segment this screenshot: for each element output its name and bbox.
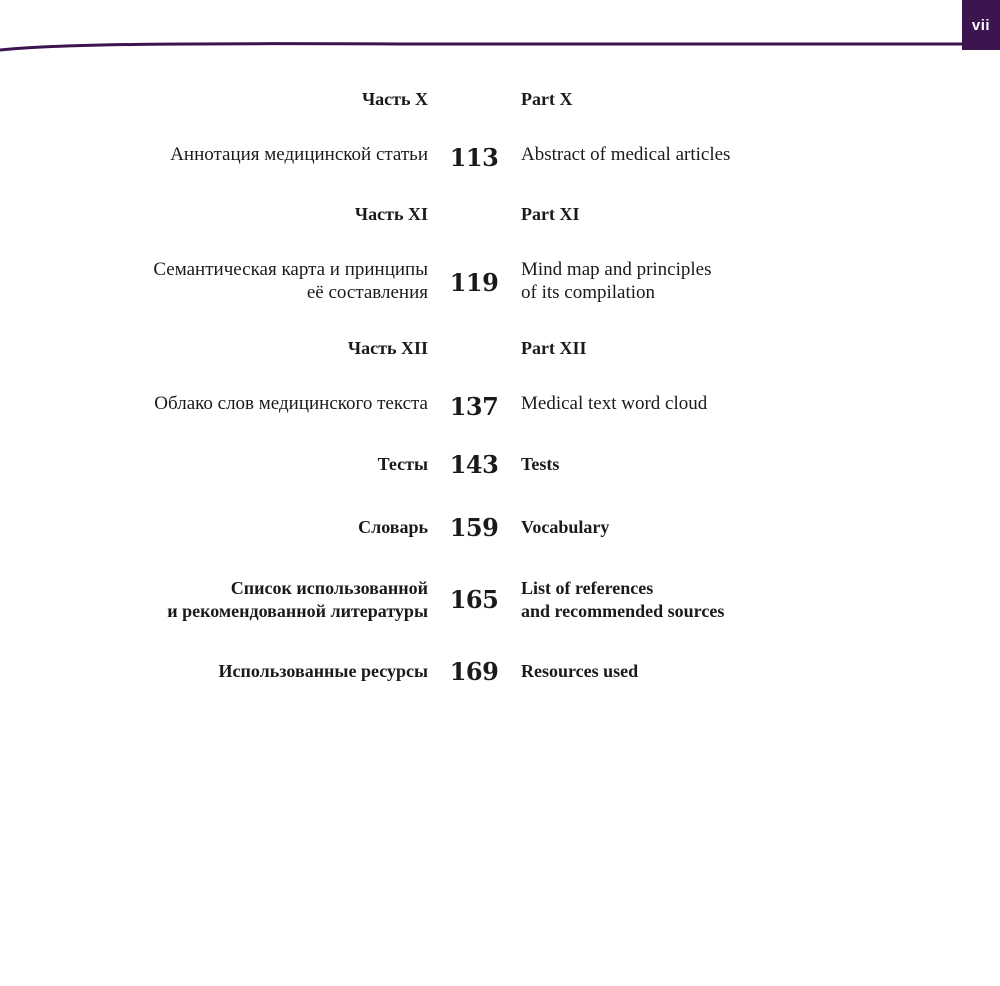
toc-page-number: 137 xyxy=(449,392,499,421)
toc-title-ru: Использованные ресурсы xyxy=(218,661,428,681)
toc-page-number: 143 xyxy=(449,450,499,479)
toc-title-en: Mind map and principles of its compilation xyxy=(521,259,712,303)
toc-page-number: 165 xyxy=(449,585,499,614)
toc-title-en: Part X xyxy=(521,89,573,109)
toc-title-en: Part XII xyxy=(521,338,587,358)
toc-title-ru: Часть X xyxy=(361,89,428,109)
toc-page-number: 169 xyxy=(449,657,499,686)
page-number: vii xyxy=(971,16,991,34)
toc-title-ru: Тесты xyxy=(377,454,428,474)
toc-title-ru: Облако слов медицинского текста xyxy=(154,393,428,414)
toc-title-en: List of references and recommended sources xyxy=(521,578,725,621)
toc-title-en: Abstract of medical articles xyxy=(521,144,731,165)
toc-title-ru: Аннотация медицинской статьи xyxy=(170,144,428,165)
page-number-tab xyxy=(962,0,1000,50)
toc-page-number: 159 xyxy=(449,513,499,542)
toc-title-en: Resources used xyxy=(521,661,639,681)
toc-title-ru: Словарь xyxy=(358,517,428,537)
toc-title-en: Medical text word cloud xyxy=(521,393,708,414)
toc-title-en: Vocabulary xyxy=(521,517,610,537)
toc-page-number: 113 xyxy=(449,143,499,172)
header-rule xyxy=(0,0,962,52)
toc-title-ru: Часть XII xyxy=(347,338,428,358)
toc-title-ru: Часть XI xyxy=(354,204,428,224)
toc-title-en: Part XI xyxy=(521,204,580,224)
toc-page-number: 119 xyxy=(449,268,499,297)
toc-title-ru: Семантическая карта и принципы её составления xyxy=(153,259,428,303)
toc-title-ru: Список использованной и рекомендованной литературы xyxy=(167,578,428,621)
toc-title-en: Tests xyxy=(521,454,560,474)
